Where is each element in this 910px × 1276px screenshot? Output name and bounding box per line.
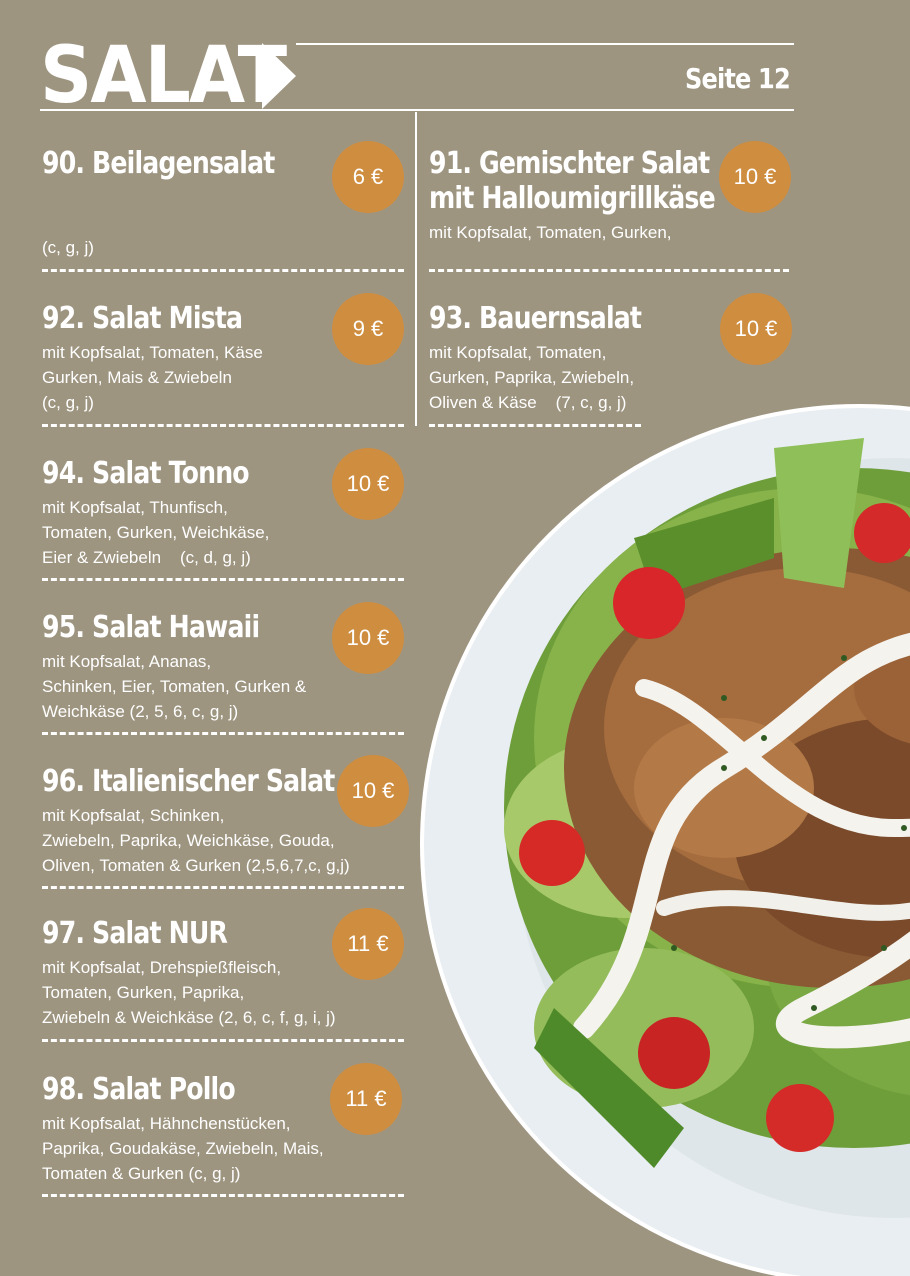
divider-dashed (42, 424, 404, 427)
item-name: 92. Salat Mista (42, 301, 243, 336)
item-name: 98. Salat Pollo (42, 1072, 235, 1107)
item-name-line2: mit Halloumigrillkäse (429, 181, 715, 216)
item-desc-line: Weichkäse (2, 5, 6, c, g, j) (42, 702, 239, 721)
page-number: Seite 12 (685, 62, 790, 95)
item-name: 96. Italienischer Salat (42, 764, 335, 799)
divider-dashed (42, 1194, 404, 1197)
item-desc (42, 955, 336, 1030)
item-desc-line: Eier & Zwiebeln (c, d, g, j) (42, 548, 251, 567)
title-arrow-icon (262, 43, 296, 109)
item-desc (42, 1111, 324, 1186)
menu-item-97 (42, 916, 336, 1030)
item-desc-line: mit Kopfsalat, Tomaten, Gurken, (429, 223, 672, 242)
item-desc (42, 649, 306, 724)
item-desc-line: (c, g, j) (42, 238, 94, 257)
item-name: 93. Bauernsalat (429, 301, 642, 336)
item-desc-line: mit Kopfsalat, Thunfisch, (42, 498, 228, 517)
menu-item-93 (429, 301, 682, 415)
item-desc (429, 340, 682, 415)
column-divider (415, 112, 417, 426)
page-title: SALAT (40, 31, 286, 121)
menu-item-95 (42, 610, 306, 724)
menu-item-92 (42, 301, 280, 415)
menu-item-98 (42, 1072, 324, 1186)
price-badge: 6 € (332, 141, 404, 213)
item-name: 95. Salat Hawaii (42, 610, 260, 645)
divider-dashed (42, 1039, 404, 1042)
item-desc-line: Gurken, Paprika, Zwiebeln, (429, 368, 635, 387)
item-desc (42, 340, 280, 415)
price-badge: 10 € (720, 293, 792, 365)
price-badge: 10 € (332, 448, 404, 520)
divider-dashed (429, 424, 641, 427)
item-desc-line: Oliven, Tomaten & Gurken (2,5,6,7,c, g,j) (42, 856, 350, 875)
item-desc (429, 220, 769, 245)
item-desc (42, 495, 288, 570)
item-desc-line: Zwiebeln & Weichkäse (2, 6, c, f, g, i, j) (42, 1008, 336, 1027)
item-desc-line: mit Kopfsalat, Drehspießfleisch, (42, 958, 282, 977)
price-badge: 10 € (337, 755, 409, 827)
item-name: 91. Gemischter Salat (429, 146, 710, 181)
price-badge: 11 € (330, 1063, 402, 1135)
item-desc-line: Oliven & Käse (7, c, g, j) (429, 393, 627, 412)
header-top-line (296, 43, 794, 45)
item-name: 90. Beilagensalat (42, 146, 275, 181)
divider-dashed (429, 269, 789, 272)
menu-item-90 (42, 146, 319, 260)
item-name: 94. Salat Tonno (42, 456, 249, 491)
item-desc (42, 803, 390, 878)
item-desc-line: Paprika, Goudakäse, Zwiebeln, Mais, (42, 1139, 324, 1158)
price-badge: 9 € (332, 293, 404, 365)
salad-image (424, 408, 910, 1276)
item-desc-line: Tomaten, Gurken, Paprika, (42, 983, 245, 1002)
divider-dashed (42, 269, 404, 272)
item-name: 97. Salat NUR (42, 916, 228, 951)
item-desc-line: Zwiebeln, Paprika, Weichkäse, Gouda, (42, 831, 335, 850)
item-desc-line: mit Kopfsalat, Tomaten, (429, 343, 607, 362)
item-desc-line: Tomaten, Gurken, Weichkäse, (42, 523, 270, 542)
item-desc-line: Tomaten & Gurken (c, g, j) (42, 1164, 241, 1183)
item-desc-line: mit Kopfsalat, Hähnchenstücken, (42, 1114, 291, 1133)
item-desc-line: mit Kopfsalat, Ananas, (42, 652, 212, 671)
item-desc-line: Schinken, Eier, Tomaten, Gurken & (42, 677, 307, 696)
item-desc-line: mit Kopfsalat, Tomaten, Käse (42, 343, 263, 362)
divider-dashed (42, 732, 404, 735)
divider-dashed (42, 578, 404, 581)
item-desc-line: mit Kopfsalat, Schinken, (42, 806, 225, 825)
item-desc-line: Gurken, Mais & Zwiebeln (42, 368, 232, 387)
price-badge: 10 € (332, 602, 404, 674)
price-badge: 11 € (332, 908, 404, 980)
divider-dashed (42, 886, 404, 889)
menu-item-91 (429, 146, 769, 245)
menu-item-94 (42, 456, 288, 570)
item-desc (42, 235, 319, 260)
price-badge: 10 € (719, 141, 791, 213)
salad-photo (424, 408, 910, 1276)
item-desc-line: (c, g, j) (42, 393, 94, 412)
